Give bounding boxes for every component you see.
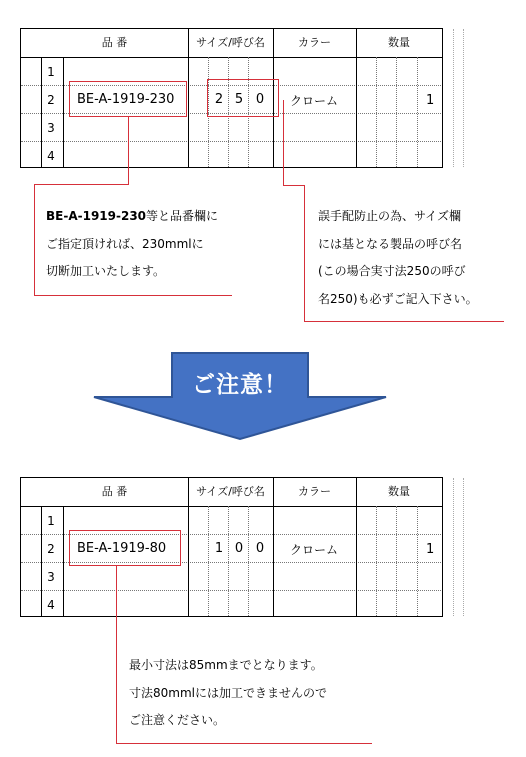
- size-digit: 5: [234, 92, 244, 107]
- header-color: カラー: [298, 485, 331, 498]
- part-number-value: BE-A-1919-230: [77, 92, 175, 107]
- row-number: 2: [47, 542, 55, 556]
- size-digit: 2: [214, 92, 224, 107]
- size-digit: 0: [255, 541, 265, 556]
- header-size: サイズ/呼び名: [196, 36, 265, 49]
- header-size: サイズ/呼び名: [196, 485, 265, 498]
- size-highlight: [207, 79, 279, 117]
- row-number: 4: [47, 598, 55, 612]
- part-number-value: BE-A-1919-80: [77, 541, 167, 556]
- note-size-required: 誤手配防止の為、サイズ欄 には基となる製品の呼び名 (この場合実寸法250の呼び 名250)も必ずご記入下さい。: [318, 209, 478, 306]
- header-part-no: 品 番: [101, 36, 128, 49]
- header-color: カラー: [298, 36, 331, 49]
- color-value: クローム: [290, 543, 339, 557]
- row-number: 4: [47, 149, 55, 163]
- row-number: 3: [47, 570, 55, 584]
- row-number: 3: [47, 121, 55, 135]
- part-number-highlight: [69, 81, 187, 117]
- part-number-highlight: [69, 530, 181, 566]
- note-cut-processing: BE-A-1919-230等と品番欄に ご指定頂ければ、230mmlに 切断加工いたします。: [46, 209, 219, 278]
- header-qty: 数量: [388, 485, 410, 498]
- header-part-no: 品 番: [101, 485, 128, 498]
- size-digit: 1: [214, 541, 224, 556]
- size-digit: 0: [255, 92, 265, 107]
- quantity-value: 1: [426, 542, 435, 557]
- row-number: 2: [47, 93, 55, 107]
- note-minimum-size: 最小寸法は85mmまでとなります。 寸法80mmlには加工できませんので ご注意ください。: [129, 658, 327, 727]
- size-digit: 0: [234, 541, 244, 556]
- caution-label: ご注意！: [192, 372, 288, 398]
- color-value: クローム: [290, 94, 339, 108]
- row-number: 1: [47, 65, 55, 79]
- quantity-value: 1: [426, 93, 435, 108]
- header-qty: 数量: [388, 36, 410, 49]
- row-number: 1: [47, 514, 55, 528]
